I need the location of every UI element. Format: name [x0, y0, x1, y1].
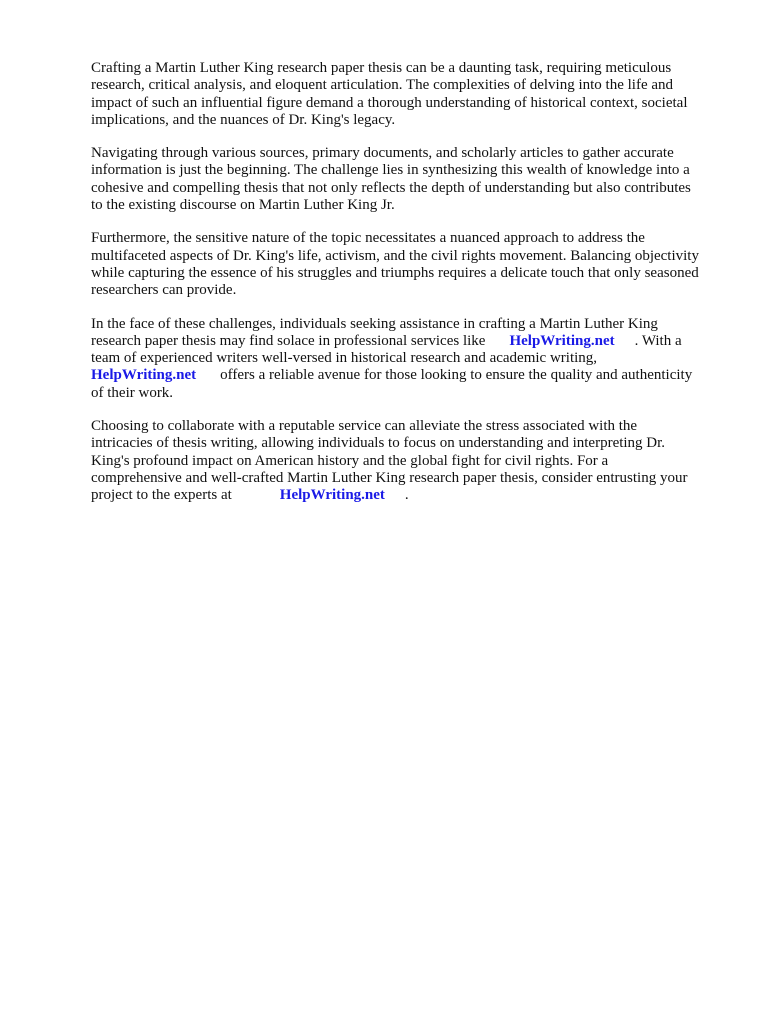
- text-line: In the face of these challenges, individuals seeking assistance in crafting a Martin Luther King: [91, 315, 658, 332]
- text-line: team of experienced writers well-versed in historical research and academic writing,: [91, 350, 598, 367]
- helpwriting-link[interactable]: HelpWriting.net: [279, 487, 385, 504]
- text-line: intricacies of thesis writing, allowing individuals to focus on understanding and interpreting Dr.: [91, 435, 666, 452]
- text-line: [91, 367, 731, 384]
- text-segment: research paper thesis may find solace in professional services like: [91, 332, 486, 349]
- text-line: [91, 487, 731, 504]
- text-line: [91, 333, 731, 350]
- text-segment: .: [404, 487, 409, 504]
- paragraph-intro: [91, 60, 731, 129]
- text-line: while capturing the essence of his struggles and triumphs requires a delicate touch that only seasoned: [91, 264, 699, 281]
- text-line: Crafting a Martin Luther King research paper thesis can be a daunting task, requiring meticulous: [91, 60, 672, 76]
- paragraph-services: [91, 316, 731, 402]
- text-line: research, critical analysis, and eloquent articulation. The complexities of delving into the life and: [91, 77, 674, 94]
- text-line: information is just the beginning. The challenge lies in synthesizing this wealth of knowledge into a: [91, 162, 690, 179]
- paragraph-sensitivity: [91, 230, 731, 299]
- text-line: Navigating through various sources, primary documents, and scholarly articles to gather accurate: [91, 145, 674, 162]
- helpwriting-link[interactable]: HelpWriting.net: [91, 367, 197, 384]
- text-segment: project to the experts at: [91, 487, 232, 504]
- text-segment: . With a: [634, 332, 682, 349]
- text-line: multifaceted aspects of Dr. King's life, activism, and the civil rights movement. Balancing objectivity: [91, 247, 699, 264]
- text-line: implications, and the nuances of Dr. King's legacy.: [91, 111, 396, 128]
- text-line: Furthermore, the sensitive nature of the topic necessitates a nuanced approach to address the: [91, 230, 645, 247]
- paragraph-sources: [91, 145, 731, 214]
- text-line: cohesive and compelling thesis that not only reflects the depth of understanding but also contributes: [91, 179, 691, 196]
- paragraph-conclusion: [91, 418, 731, 504]
- helpwriting-link[interactable]: HelpWriting.net: [509, 332, 615, 349]
- text-line: researchers can provide.: [91, 282, 237, 299]
- text-line: to the existing discourse on Martin Luther King Jr.: [91, 197, 395, 214]
- text-line: comprehensive and well-crafted Martin Luther King research paper thesis, consider entrusting your: [91, 469, 688, 486]
- text-line: impact of such an influential figure demand a thorough understanding of historical context, societal: [91, 94, 688, 111]
- text-line: of their work.: [91, 384, 174, 401]
- document-page: [91, 60, 731, 521]
- text-line: Choosing to collaborate with a reputable service can alleviate the stress associated with the: [91, 418, 638, 435]
- text-line: King's profound impact on American history and the global fight for civil rights. For a: [91, 452, 609, 469]
- text-segment: offers a reliable avenue for those looking to ensure the quality and authenticity: [220, 367, 693, 384]
